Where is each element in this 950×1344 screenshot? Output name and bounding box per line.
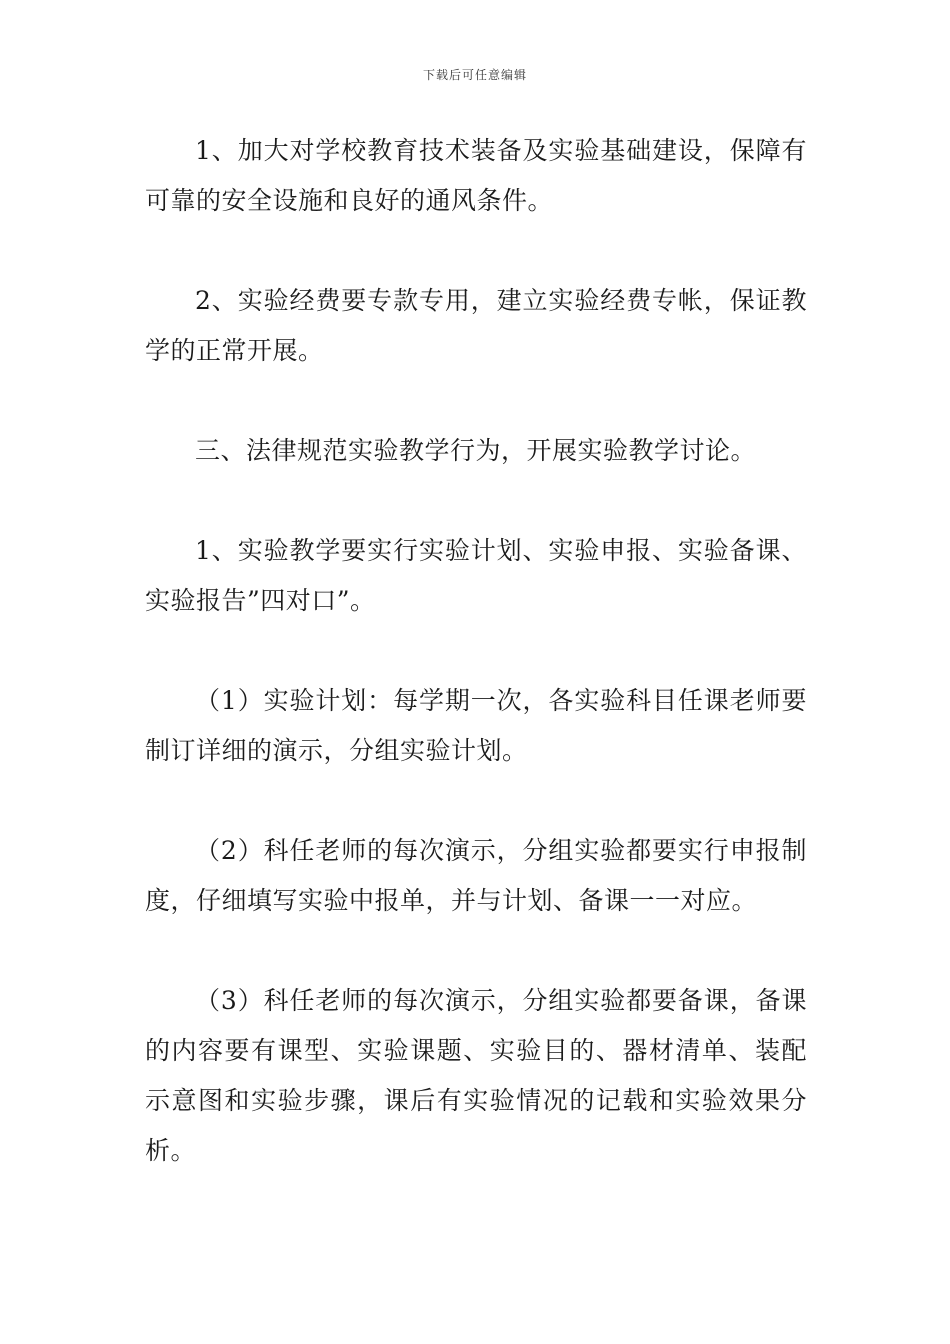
document-body xyxy=(145,126,807,1226)
paragraph-4: （1）实验计划：每学期一次，各实验科目任课老师要制订详细的演示，分组实验计划。 xyxy=(145,686,807,765)
paragraph-3: 1、实验教学要实行实验计划、实验申报、实验备课、实验报告”四对口”。 xyxy=(145,536,807,615)
paragraph-1: 1、加大对学校教育技术装备及实验基础建设，保障有可靠的安全设施和良好的通风条件。 xyxy=(145,136,807,215)
page-header: 下载后可任意编辑 xyxy=(422,68,527,82)
section-heading: 三、法律规范实验教学行为，开展实验教学讨论。 xyxy=(195,436,757,465)
paragraph-6: （3）科任老师的每次演示，分组实验都要备课，备课的内容要有课型、实验课题、实验目的、器材清单、装配示意图和实验步骤，课后有实验情况的记载和实验效果分析。 xyxy=(145,986,807,1165)
paragraph-2: 2、实验经费要专款专用，建立实验经费专帐，保证教学的正常开展。 xyxy=(145,286,807,365)
paragraph-5: （2）科任老师的每次演示，分组实验都要实行申报制度，仔细填写实验中报单，并与计划、备课一一对应。 xyxy=(145,836,807,915)
